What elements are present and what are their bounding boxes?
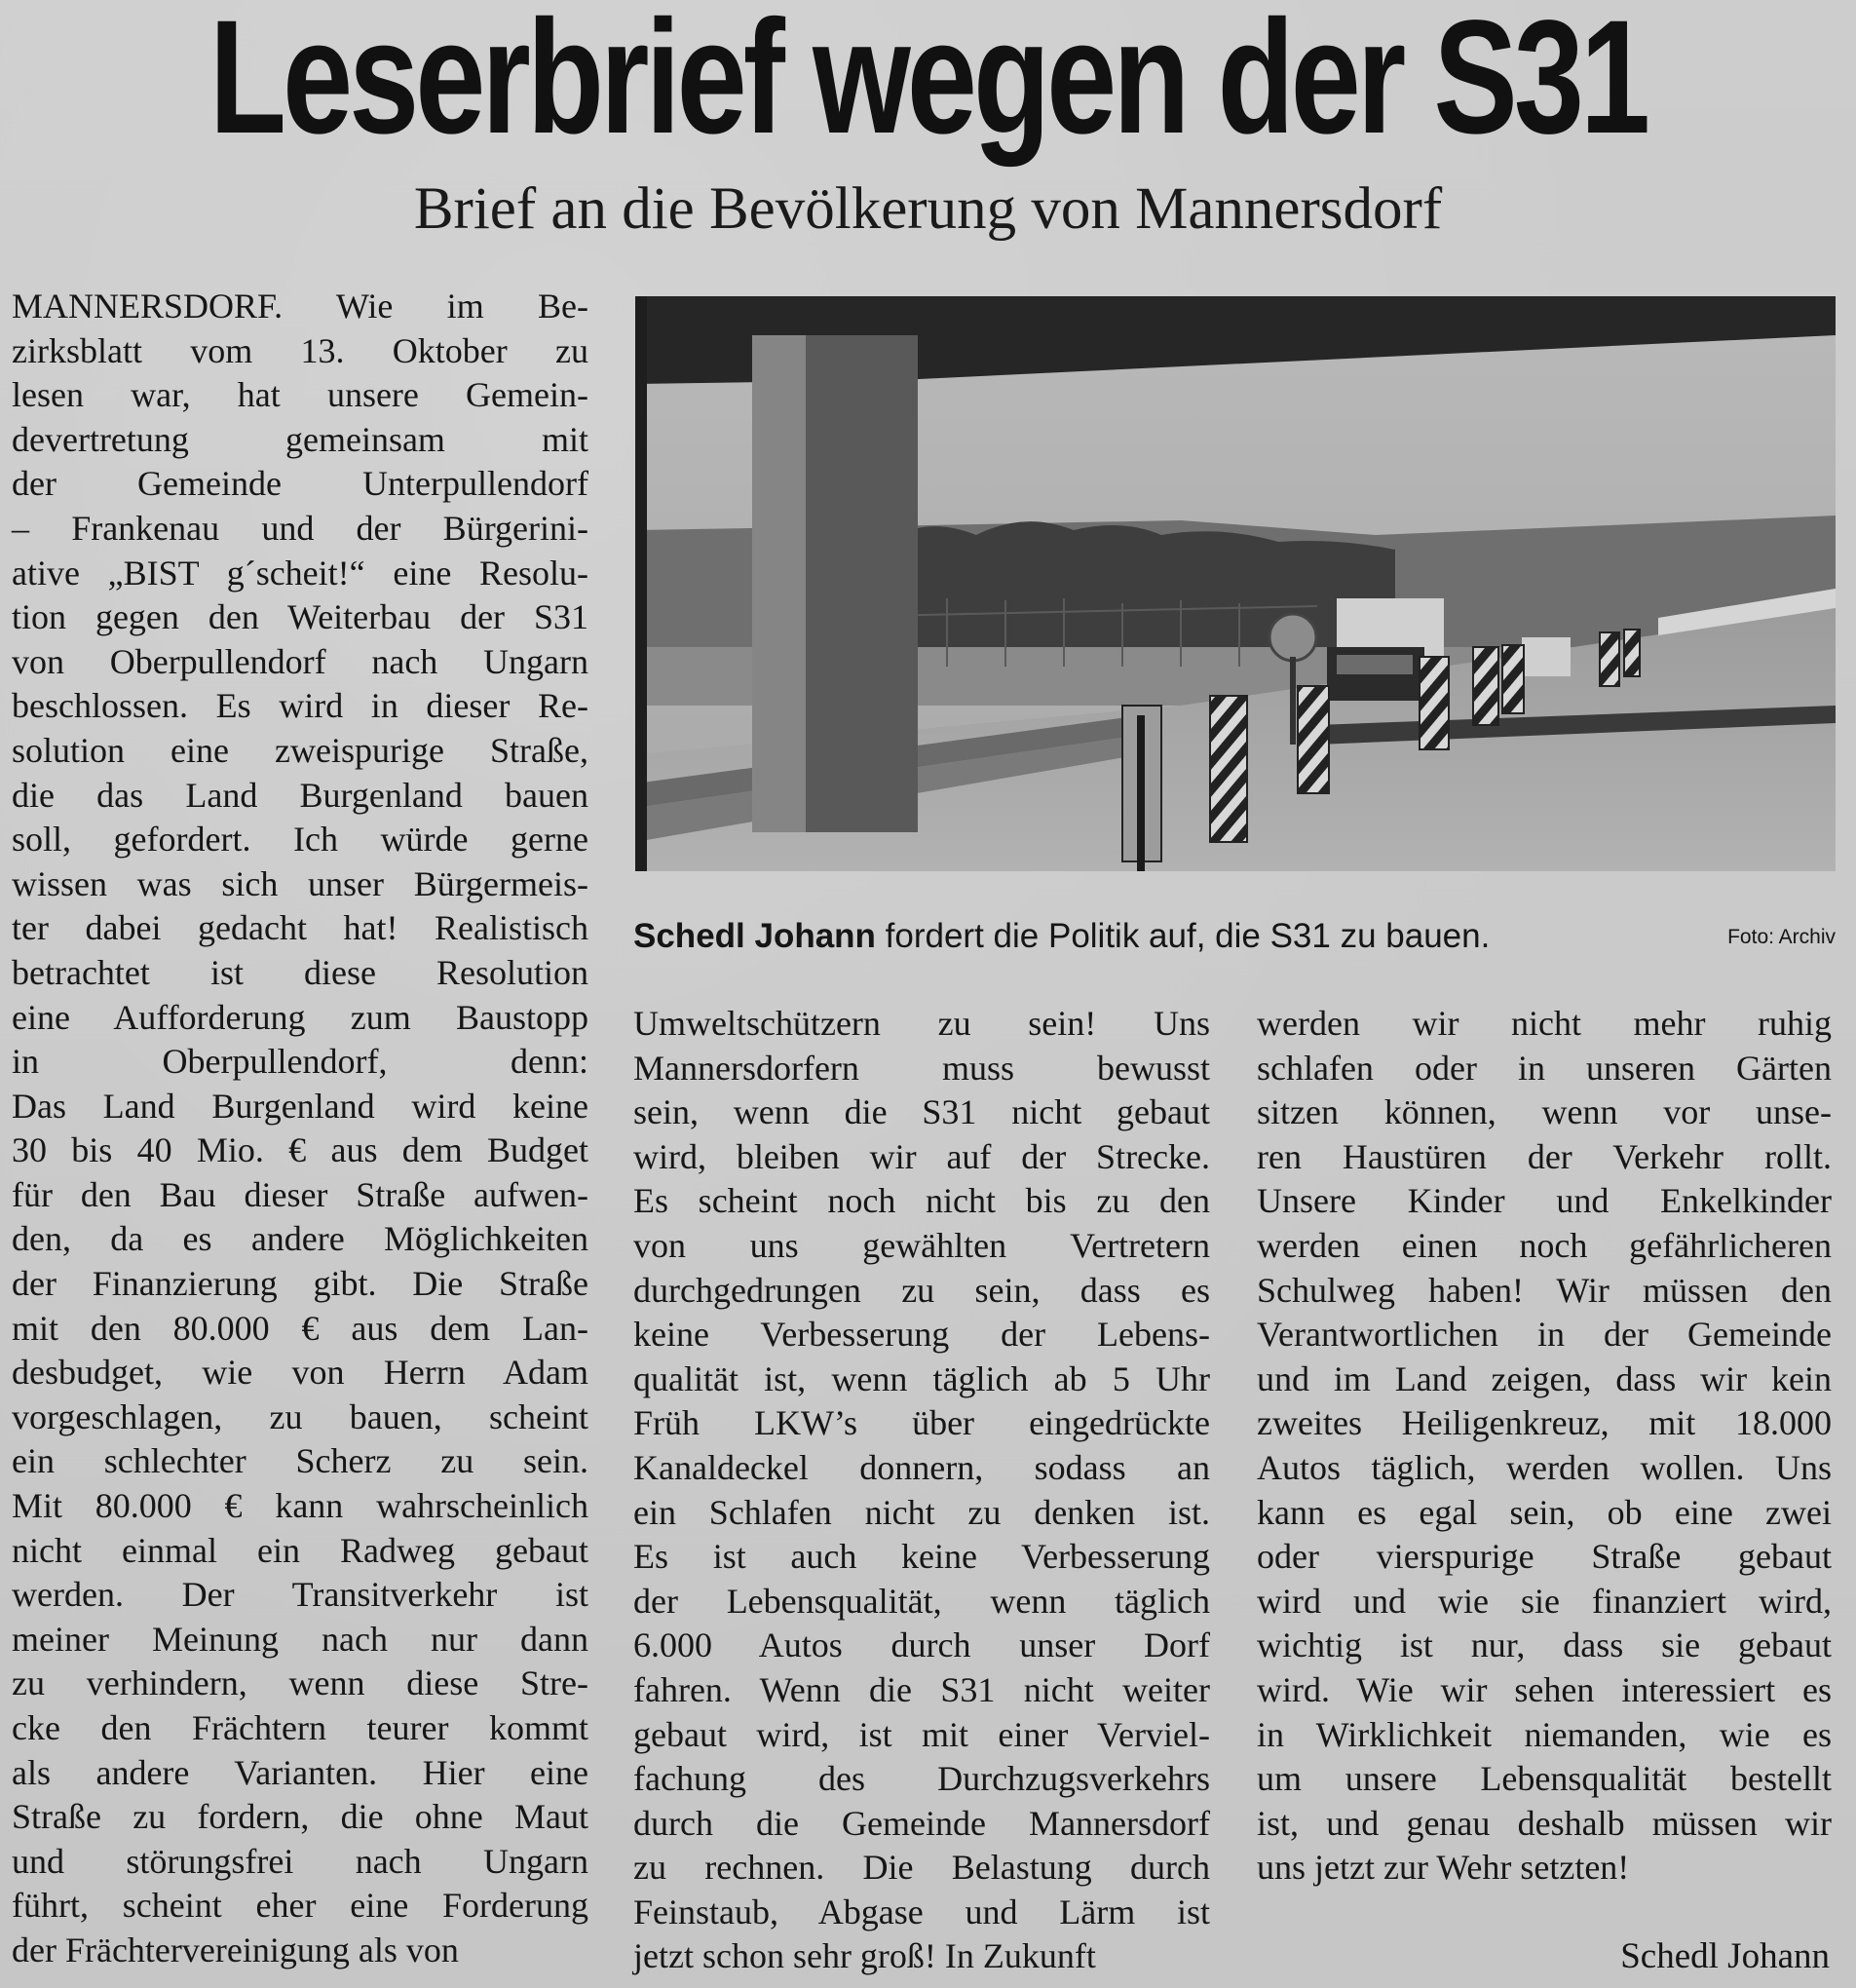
text-line: meiner Meinung nach nur dann (12, 1619, 588, 1659)
text-line: wird, bleiben wir auf der Strecke. (633, 1136, 1210, 1176)
text-line: Es ist auch keine Verbesserung (633, 1537, 1210, 1577)
text-line: kann es egal sein, ob eine zwei (1257, 1492, 1832, 1532)
photo-caption (633, 912, 1836, 961)
text-line: ren Haustüren der Verkehr rollt. (1257, 1136, 1832, 1176)
photo-credit: Foto: Archiv (1727, 926, 1836, 948)
text-line: gebaut wird, ist mit einer Verviel- (633, 1714, 1210, 1754)
text-line: ter dabei gedacht hat! Realistisch (12, 908, 588, 948)
article-column-2 (633, 1002, 1210, 1979)
text-line: wird. Wie wir sehen interessiert es (1257, 1669, 1832, 1709)
text-line: zu rechnen. Die Belastung durch (633, 1848, 1210, 1888)
text-line: sein, wenn die S31 nicht gebaut (633, 1092, 1210, 1132)
text-line: wissen was sich unser Bürgermeis- (12, 863, 588, 903)
text-line: Verantwortlichen in der Gemeinde (1257, 1315, 1832, 1355)
text-line: als andere Varianten. Hier eine (12, 1752, 588, 1792)
text-line: keine Verbesserung der Lebens- (633, 1315, 1210, 1355)
text-line: und im Land zeigen, dass wir kein (1257, 1358, 1832, 1398)
text-line: Umweltschützern zu sein! Uns (633, 1004, 1210, 1043)
text-line: desbudget, wie von Herrn Adam (12, 1353, 588, 1393)
text-line: zu verhindern, wenn diese Stre- (12, 1663, 588, 1703)
text-line: Es scheint noch nicht bis zu den (633, 1181, 1210, 1221)
text-line: zweites Heiligenkreuz, mit 18.000 (1257, 1403, 1832, 1443)
text-line: um unsere Lebensqualität bestellt (1257, 1759, 1832, 1799)
text-line: soll, gefordert. Ich würde gerne (12, 820, 588, 860)
text-line: beschlossen. Es wird in dieser Re- (12, 686, 588, 726)
text-line: die das Land Burgenland bauen (12, 775, 588, 815)
text-line: nicht einmal ein Radweg gebaut (12, 1530, 588, 1570)
text-line: und störungsfrei nach Ungarn (12, 1841, 588, 1881)
text-line: der Finanzierung gibt. Die Straße (12, 1264, 588, 1304)
text-line: werden wir nicht mehr ruhig (1257, 1004, 1832, 1043)
text-line: solution eine zweispurige Straße, (12, 730, 588, 770)
text-line: für den Bau dieser Straße aufwen- (12, 1174, 588, 1214)
subheadline: Brief an die Bevölkerung von Mannersdorf (413, 176, 1443, 242)
text-line: jetzt schon sehr groß! In Zukunft (633, 1936, 1096, 1976)
text-line: uns jetzt zur Wehr setzten! (1257, 1848, 1630, 1888)
text-line: ein Schlafen nicht zu denken ist. (633, 1492, 1210, 1532)
text-line: oder vierspurige Straße gebaut (1257, 1537, 1832, 1577)
article-photo (635, 296, 1836, 871)
text-line: den, da es andere Möglichkeiten (12, 1219, 588, 1259)
caption-text: fordert die Politik auf, die S31 zu bauen. (875, 917, 1491, 955)
article-column-3 (1257, 1002, 1832, 1891)
text-line: in Wirklichkeit niemanden, wie es (1257, 1714, 1832, 1754)
text-line: zirksblatt vom 13. Oktober zu (12, 330, 588, 370)
author-signature: Schedl Johann (1620, 1936, 1830, 1976)
text-line: ein schlechter Scherz zu sein. (12, 1441, 588, 1481)
text-line: fachung des Durchzugsverkehrs (633, 1759, 1210, 1799)
text-line: durchgedrungen zu sein, dass es (633, 1270, 1210, 1310)
text-line: wird und wie sie finanziert wird, (1257, 1581, 1832, 1621)
text-line: Das Land Burgenland wird keine (12, 1086, 588, 1126)
text-line: lesen war, hat unsere Gemein- (12, 375, 588, 415)
text-line: betrachtet ist diese Resolution (12, 952, 588, 992)
text-line: Früh LKW’s über eingedrückte (633, 1403, 1210, 1443)
text-line: devertretung gemeinsam mit (12, 419, 588, 459)
text-line: von uns gewählten Vertretern (633, 1225, 1210, 1265)
text-line: mit den 80.000 € aus dem Lan- (12, 1308, 588, 1348)
text-line: der Gemeinde Unterpullendorf (12, 464, 588, 504)
text-line: durch die Gemeinde Mannersdorf (633, 1803, 1210, 1843)
text-line: Unsere Kinder und Enkelkinder (1257, 1181, 1832, 1221)
text-line: cke den Frächtern teurer kommt (12, 1708, 588, 1747)
text-line: tion gegen den Weiterbau der S31 (12, 597, 588, 637)
text-line: schlafen oder in unseren Gärten (1257, 1048, 1832, 1088)
text-line: in Oberpullendorf, denn: (12, 1042, 588, 1082)
text-line: der Frächtervereinigung als von (12, 1930, 459, 1969)
caption-name: Schedl Johann (633, 917, 876, 955)
text-line: MANNERSDORF. Wie im Be- (12, 287, 588, 325)
text-line: sitzen können, wenn vor unse- (1257, 1092, 1832, 1132)
text-line: vorgeschlagen, zu bauen, scheint (12, 1396, 588, 1436)
text-line: 30 bis 40 Mio. € aus dem Budget (12, 1130, 588, 1170)
text-line: von Oberpullendorf nach Ungarn (12, 641, 588, 681)
text-line: Feinstaub, Abgase und Lärm ist (633, 1892, 1210, 1931)
article-column-1 (12, 285, 588, 1973)
text-line: eine Aufforderung zum Baustopp (12, 997, 588, 1037)
text-line: ative „BIST g´scheit!“ eine Resolu- (12, 553, 588, 593)
text-line: Schulweg haben! Wir müssen den (1257, 1270, 1832, 1310)
text-line: Mannersdorfern muss bewusst (633, 1048, 1210, 1088)
text-line: wichtig ist nur, dass sie gebaut (1257, 1625, 1832, 1665)
text-line: Straße zu fordern, die ohne Maut (12, 1797, 588, 1837)
text-line: ist, und genau deshalb müssen wir (1257, 1803, 1832, 1843)
text-line: der Lebensqualität, wenn täglich (633, 1581, 1210, 1621)
text-line: Kanaldeckel donnern, sodass an (633, 1447, 1210, 1487)
text-line: Autos täglich, werden wollen. Uns (1257, 1447, 1832, 1487)
text-line: führt, scheint eher eine Forderung (12, 1886, 588, 1926)
text-line: – Frankenau und der Bürgerini- (12, 508, 588, 548)
text-line: fahren. Wenn die S31 nicht weiter (633, 1669, 1210, 1709)
text-line: werden. Der Transitverkehr ist (12, 1575, 588, 1615)
headline: Leserbrief wegen der S31 (208, 0, 1648, 168)
text-line: werden einen noch gefährlicheren (1257, 1225, 1832, 1265)
text-line: Mit 80.000 € kann wahrscheinlich (12, 1486, 588, 1526)
text-line: 6.000 Autos durch unser Dorf (633, 1625, 1210, 1665)
text-line: qualität ist, wenn täglich ab 5 Uhr (633, 1358, 1210, 1398)
